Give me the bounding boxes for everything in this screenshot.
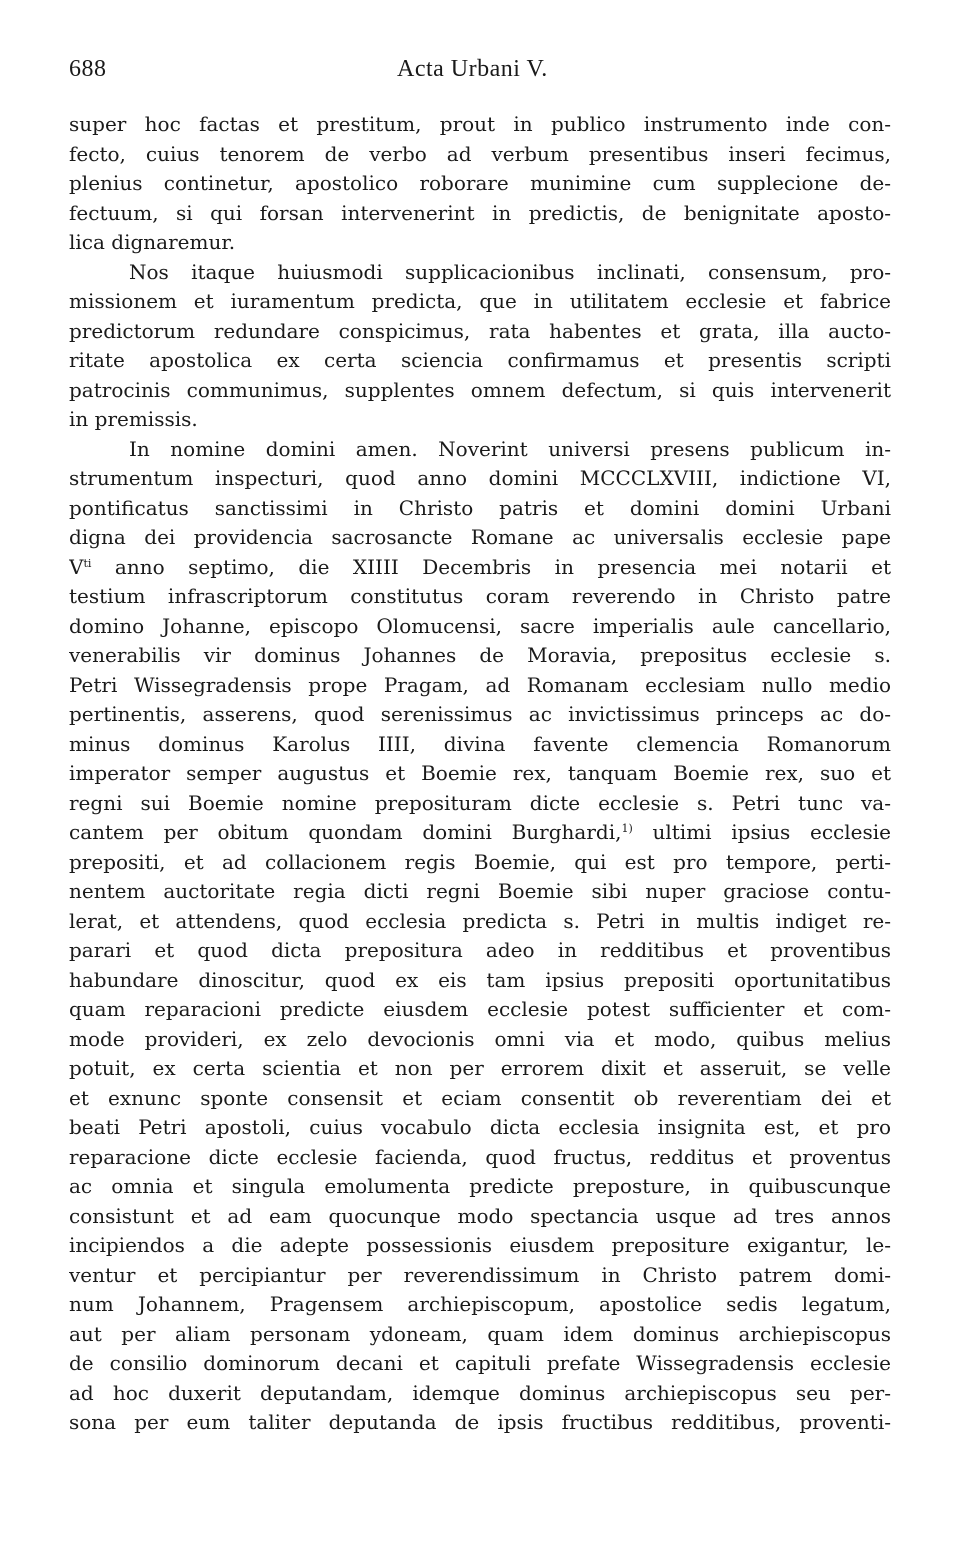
text-line: regni sui Boemie nomine preposituram dicte ecclesie s. Petri tunc va-: [69, 790, 891, 815]
text-line: digna dei providencia sacrosancte Romane ac universalis ecclesie pape: [69, 525, 891, 549]
text-line: ac omnia et singula emolumenta predicte preposture, in quibuscunque: [69, 1174, 891, 1198]
text-line: habundare dinoscitur, quod ex eis tam ipsius prepositi oportunitatibus: [69, 967, 891, 992]
text-line: super hoc factas et prestitum, prout in publico instrumento inde con-: [69, 112, 891, 136]
text-line: aut per aliam personam ydoneam, quam idem dominus archiepiscopus: [69, 1321, 891, 1346]
text-line: lerat, et attendens, quod ecclesia predicta s. Petri in multis indiget re-: [69, 908, 891, 933]
text-line: Petri Wissegradensis prope Pragam, ad Romanam ecclesiam nullo medio: [69, 672, 891, 697]
text-line: [69, 818, 891, 848]
text-line: de consilio dominorum decani et capituli prefate Wissegradensis ecclesie: [69, 1351, 891, 1375]
text-line: parari et quod dicta prepositura adeo in redditibus et proventibus: [69, 938, 891, 962]
text-line: reparacione dicte ecclesie facienda, quod fructus, redditus et proventus: [69, 1144, 891, 1169]
page-header: [69, 56, 891, 90]
text-line: fectuum, si qui forsan intervenerint in predictis, de benignitate aposto-: [69, 200, 891, 225]
text-line: ritate apostolica ex certa sciencia confirmamus et presentis scripti: [69, 348, 891, 372]
text-line: predictorum redundare conspicimus, rata habentes et grata, illa aucto-: [69, 318, 891, 343]
line-segment: ultimi ipsius ecclesie: [632, 820, 891, 844]
text-line: ad hoc duxerit deputandam, idemque dominus archiepiscopus seu per-: [69, 1380, 891, 1405]
text-line: num Johannem, Pragensem archiepiscopum, apostolice sedis legatum,: [69, 1292, 891, 1316]
text-line: nentem auctoritate regia dicti regni Boemie sibi nuper graciose contu-: [69, 879, 891, 903]
line-segment: cantem per obitum quondam domini Burghardi,: [69, 820, 622, 844]
running-title: Acta Urbani V.: [397, 56, 548, 82]
body-text: [69, 110, 891, 1438]
text-line: ventur et percipiantur per reverendissimum in Christo patrem domi-: [69, 1262, 891, 1287]
text-line: strumentum inspecturi, quod anno domini MCCCLXVIII, indictione VI,: [69, 466, 891, 490]
text-line: In nomine domini amen. Noverint universi presens publicum in-: [129, 436, 891, 461]
text-line: minus dominus Karolus IIII, divina favente clemencia Romanorum: [69, 731, 891, 756]
text-line: incipiendos a die adepte possessionis eiusdem prepositure exigantur, le-: [69, 1233, 891, 1257]
text-line: imperator semper augustus et Boemie rex, tanquam Boemie rex, suo et: [69, 761, 891, 785]
text-line: sona per eum taliter deputanda de ipsis fructibus redditibus, proventi-: [69, 1410, 891, 1434]
superscript: ti: [83, 556, 92, 570]
text-line: Nos itaque huiusmodi supplicacionibus inclinati, consensum, pro-: [129, 259, 891, 284]
text-line: testium infrascriptorum constitutus coram reverendo in Christo patre: [69, 584, 891, 608]
text-line: lica dignaremur.: [69, 230, 236, 254]
text-line: potuit, ex certa scientia et non per errorem dixit et asseruit, se velle: [69, 1056, 891, 1080]
footnote-marker: 1): [621, 822, 633, 835]
text-line: et exnunc sponte consensit et eciam consentit ob reverentiam dei et: [69, 1085, 891, 1110]
page-number: 688: [69, 56, 107, 82]
text-line: patrocinis communimus, supplentes omnem defectum, si quis intervenerit: [69, 377, 891, 402]
line-segment: anno septimo, die XIIII Decembris in presencia mei notarii et: [91, 554, 891, 579]
line-segment: V: [69, 554, 84, 579]
text-line: plenius continetur, apostolico roborare munimine cum supplecione de-: [69, 171, 891, 195]
text-line: [69, 553, 891, 583]
text-line: missionem et iuramentum predicta, que in utilitatem ecclesie et fabrice: [69, 289, 891, 313]
text-line: mode provideri, ex zelo devocionis omni via et modo, quibus melius: [69, 1026, 891, 1051]
text-line: pontificatus sanctissimi in Christo patris et domini domini Urbani: [69, 495, 891, 520]
text-line: beati Petri apostoli, cuius vocabulo dicta ecclesia insignita est, et pro: [69, 1115, 891, 1139]
text-line: pertinentis, asserens, quod serenissimus ac invictissimus princeps ac do-: [69, 702, 891, 726]
text-line: in premissis.: [69, 407, 198, 431]
text-line: domino Johanne, episcopo Olomucensi, sacre imperialis aule cancellario,: [69, 613, 891, 638]
text-line: fecto, cuius tenorem de verbo ad verbum presentibus inseri fecimus,: [69, 141, 891, 166]
text-line: quam reparacioni predicte eiusdem ecclesie potest sufficienter et com-: [69, 997, 891, 1021]
text-line: venerabilis vir dominus Johannes de Moravia, prepositus ecclesie s.: [69, 643, 891, 667]
text-line: consistunt et ad eam quocunque modo spectancia usque ad tres annos: [69, 1203, 891, 1228]
text-line: prepositi, et ad collacionem regis Boemie, qui est pro tempore, perti-: [69, 849, 891, 874]
